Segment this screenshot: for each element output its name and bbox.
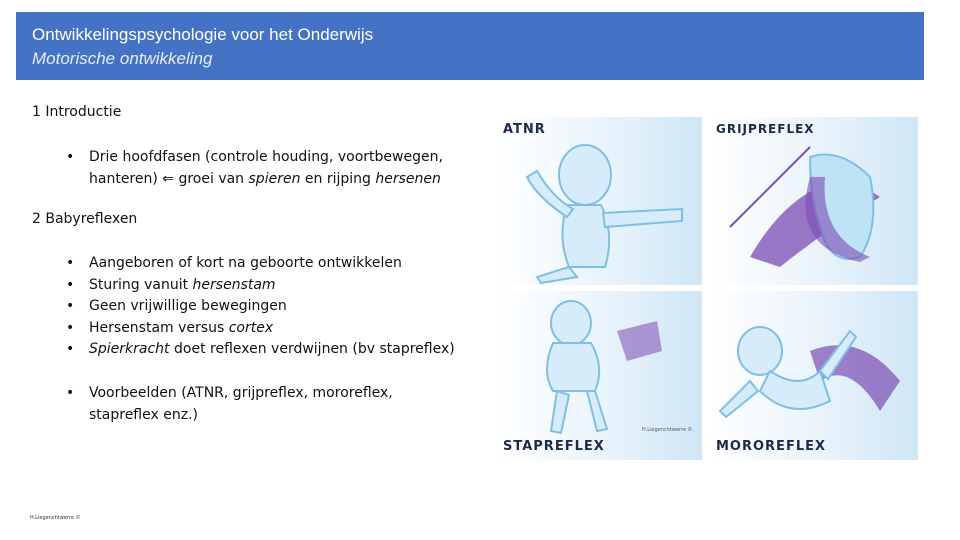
list-item xyxy=(66,147,486,190)
footer-credit: H.Liegenchtwerre © xyxy=(30,515,81,521)
left-arrow-icon: ⇐ xyxy=(162,170,175,187)
emphasis-text: hersenstam xyxy=(192,276,276,293)
page-title: Ontwikkelingspsychologie voor het Onderwijs xyxy=(32,25,374,44)
bullet-text: hanteren) xyxy=(89,170,163,187)
bullet-text: doet reflexen verdwijnen (bv stapreflex) xyxy=(169,341,455,357)
bullet-text: Hersenstam versus xyxy=(89,319,229,336)
list-item xyxy=(66,275,486,297)
babyreflexen-list xyxy=(66,253,486,361)
bullet-text: stapreflex enz.) xyxy=(89,406,198,423)
bullet-text: Aangeboren of kort na geboorte ontwikkelen xyxy=(89,255,402,271)
atnr-panel xyxy=(497,117,702,285)
bullet-text: Voorbeelden (ATNR, grijpreflex, mororeflex, xyxy=(89,385,393,401)
mororeflex-label: MOROREFLEX xyxy=(716,439,827,454)
bullet-text: en rijping xyxy=(300,170,376,187)
bullet-text: Drie hoofdfasen (controle houding, voortbewegen, xyxy=(89,149,443,165)
section-heading-introductie: 1 Introductie xyxy=(32,104,122,120)
emphasis-text: cortex xyxy=(228,319,274,336)
list-item xyxy=(66,339,486,361)
page-subtitle: Motorische ontwikkeling xyxy=(32,49,213,68)
voorbeelden-list xyxy=(66,383,486,426)
atnr-baby-illustration xyxy=(497,117,702,285)
grijpreflex-label: GRIJPREFLEX xyxy=(716,122,815,136)
emphasis-text: Spierkracht xyxy=(89,341,170,357)
list-item xyxy=(66,296,486,318)
list-item xyxy=(66,318,486,340)
stapreflex-panel xyxy=(497,291,702,460)
list-item xyxy=(66,383,486,426)
bullet-icon: • xyxy=(66,298,75,314)
bullet-text: Sturing vanuit xyxy=(89,276,193,293)
bullet-icon: • xyxy=(66,255,75,271)
stapreflex-baby-illustration xyxy=(497,291,702,460)
section-heading-babyreflexen: 2 Babyreflexen xyxy=(32,211,138,227)
mororeflex-panel xyxy=(710,291,918,460)
atnr-label: ATNR xyxy=(503,122,546,137)
emphasis-text: spieren xyxy=(248,170,301,187)
figure-credit: H.Liegenchtwerre © xyxy=(642,427,693,433)
bullet-icon: • xyxy=(66,276,75,293)
list-item xyxy=(66,253,486,275)
stapreflex-label: STAPREFLEX xyxy=(503,439,605,454)
grijpreflex-panel xyxy=(710,117,918,285)
emphasis-text: hersenen xyxy=(375,170,441,187)
mororeflex-baby-illustration xyxy=(710,291,918,460)
introductie-list xyxy=(66,147,486,190)
bullet-text: groei van xyxy=(174,170,249,187)
bullet-icon: • xyxy=(66,341,75,357)
bullet-text: Geen vrijwillige bewegingen xyxy=(89,298,287,314)
grijpreflex-hand-illustration xyxy=(710,117,918,285)
reflex-figure xyxy=(497,117,918,460)
bullet-icon: • xyxy=(66,149,75,165)
bullet-icon: • xyxy=(66,319,75,336)
title-banner xyxy=(16,12,924,80)
bullet-icon: • xyxy=(66,385,75,401)
